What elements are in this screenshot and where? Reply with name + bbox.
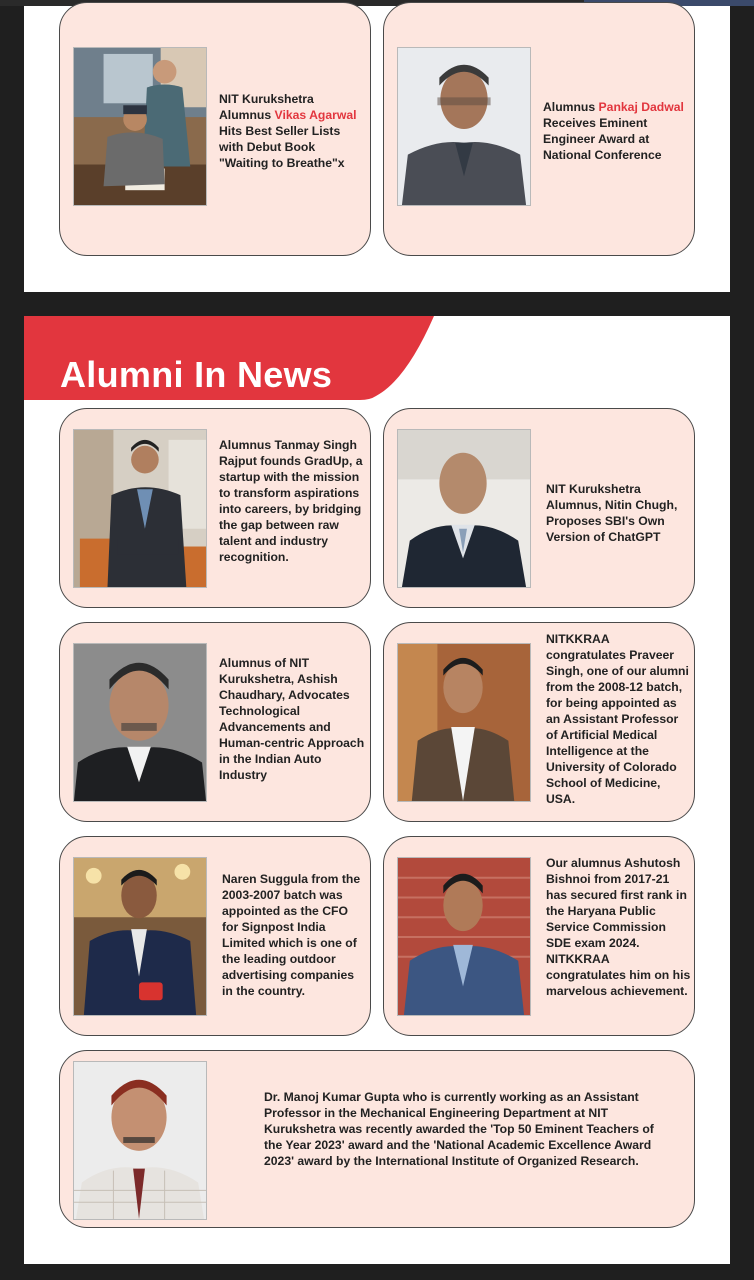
caption-praveer-singh: NITKKRAA congratulates Praveer Singh, one of our alumni from the 2008-12 batch, for being appointed as an Assistant Professor of Artificial Medical Intelligence at the University of Colorado School of Medicine, USA. [546, 632, 689, 806]
news-card-pankaj-dadwal[interactable] [383, 2, 695, 256]
photo-nitin-chugh [397, 429, 531, 588]
caption-pankaj-dadwal: Alumnus Pankaj Dadwal Receives Eminent Engineer Award at National Conference [543, 100, 684, 162]
news-card-ashish-chaudhary[interactable] [59, 622, 371, 822]
caption-vikas-agarwal: NIT Kurukshetra Alumnus Vikas Agarwal Hits Best Seller Lists with Debut Book "Waiting to Breathe"x [219, 92, 357, 170]
news-card-vikas-agarwal[interactable] [59, 2, 371, 256]
photo-vikas-agarwal [73, 47, 207, 206]
news-card-praveer-singh[interactable] [383, 622, 695, 822]
caption-tanmay-singh-rajput: Alumnus Tanmay Singh Rajput founds GradUp, a startup with the mission to transform aspirations into careers, by bridging the gap between raw talent and industry recognition. [219, 438, 363, 564]
photo-naren-suggula [73, 857, 207, 1016]
caption-ashutosh-bishnoi: Our alumnus Ashutosh Bishnoi from 2017-21 has secured first rank in the Haryana Public Service Commission SDE exam 2024. NITKKRAA congratulates him on his marvelous achievement. [546, 856, 691, 998]
news-card-naren-suggula[interactable] [59, 836, 371, 1036]
caption-nitin-chugh: NIT Kurukshetra Alumnus, Nitin Chugh, Proposes SBI's Own Version of ChatGPT [546, 482, 678, 544]
photo-pankaj-dadwal [397, 47, 531, 206]
photo-ashutosh-bishnoi [397, 857, 531, 1016]
photo-ashish-chaudhary [73, 643, 207, 802]
photo-praveer-singh [397, 643, 531, 802]
caption-ashish-chaudhary: Alumnus of NIT Kurukshetra, Ashish Chaudhary, Advocates Technological Advancements and Human-centric Approach in the Indian Auto Industry [219, 656, 365, 782]
caption-naren-suggula: Naren Suggula from the 2003-2007 batch was appointed as the CFO for Signpost India Limited which is one of the leading outdoor advertising companies in the country. [222, 872, 361, 998]
newsletter-page-top [24, 6, 730, 292]
section-title: Alumni In News [60, 354, 333, 395]
news-card-manoj-kumar-gupta[interactable] [59, 1050, 695, 1228]
newsletter-page-alumni-news [24, 316, 730, 1264]
photo-manoj-kumar-gupta [73, 1061, 207, 1220]
caption-manoj-kumar-gupta: Dr. Manoj Kumar Gupta who is currently working as an Assistant Professor in the Mechanical Engineering Department at NIT Kurukshetra was recently awarded the 'Top 50 Eminent Teachers of the Year 2023' award and the 'National Academic Excellence Award 2023' award by the International Institute of Organized Research. [264, 1090, 654, 1168]
photo-tanmay-singh-rajput [73, 429, 207, 588]
news-card-nitin-chugh[interactable] [383, 408, 695, 608]
section-banner [24, 316, 434, 400]
news-card-ashutosh-bishnoi[interactable] [383, 836, 695, 1036]
news-card-tanmay-singh-rajput[interactable] [59, 408, 371, 608]
